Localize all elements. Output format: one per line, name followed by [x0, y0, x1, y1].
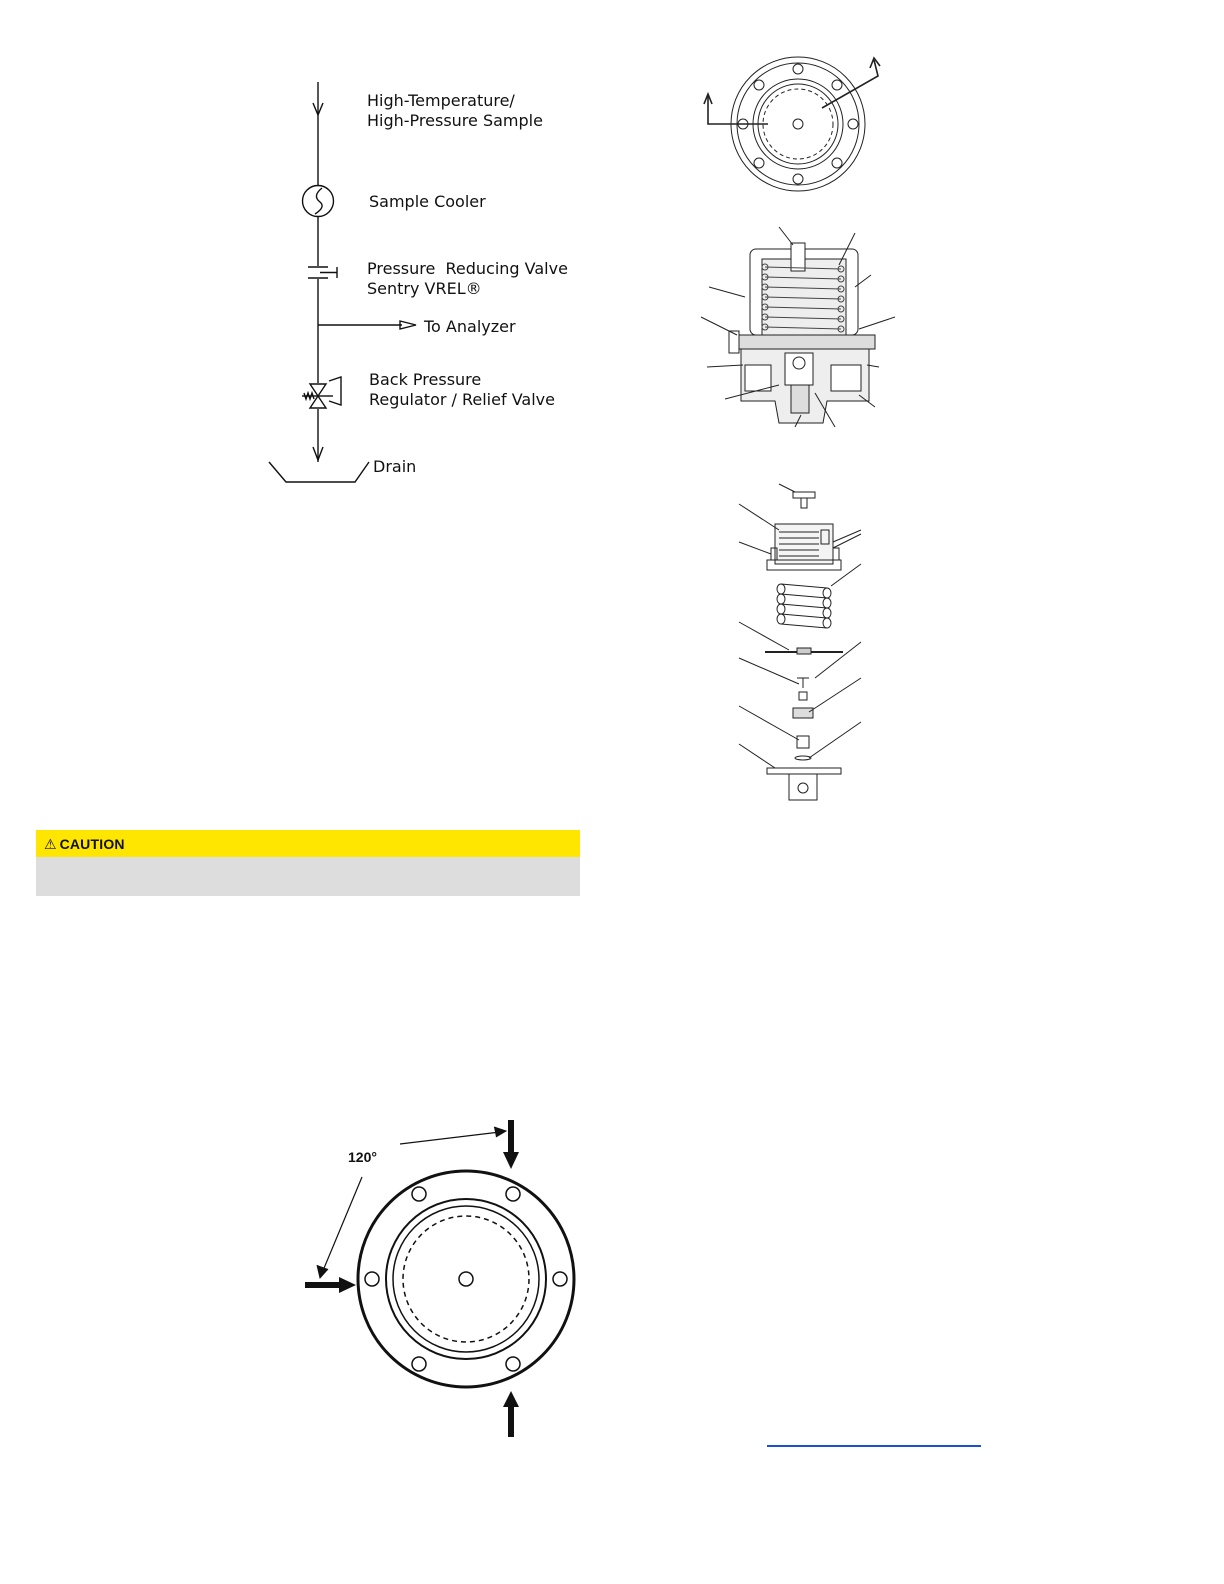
- angle-label: 120°: [348, 1149, 377, 1165]
- caution-header: [36, 830, 580, 857]
- warning-triangle-icon: ⚠: [44, 835, 57, 852]
- caution-body: [36, 857, 580, 896]
- drain-basin: [269, 462, 369, 482]
- bpr-label: Back Pressure Regulator / Relief Valve: [369, 370, 555, 409]
- sample-label: High-Temperature/ High-Pressure Sample: [367, 91, 543, 130]
- drain-label: Drain: [373, 457, 417, 476]
- prv-label: Pressure Reducing Valve Sentry VREL®: [367, 259, 568, 298]
- analyzer-label: To Analyzer: [424, 317, 516, 336]
- flow-diagram-lines: [0, 0, 1224, 520]
- hyperlink-underline[interactable]: [767, 1445, 981, 1447]
- valve-cross-section: [695, 225, 915, 435]
- valve-exploded-view: [735, 478, 875, 808]
- valve-top-view: [700, 52, 920, 192]
- caution-title: CAUTION: [59, 835, 125, 852]
- cooler-label: Sample Cooler: [369, 192, 486, 211]
- tightening-pattern-figure: [300, 1115, 600, 1445]
